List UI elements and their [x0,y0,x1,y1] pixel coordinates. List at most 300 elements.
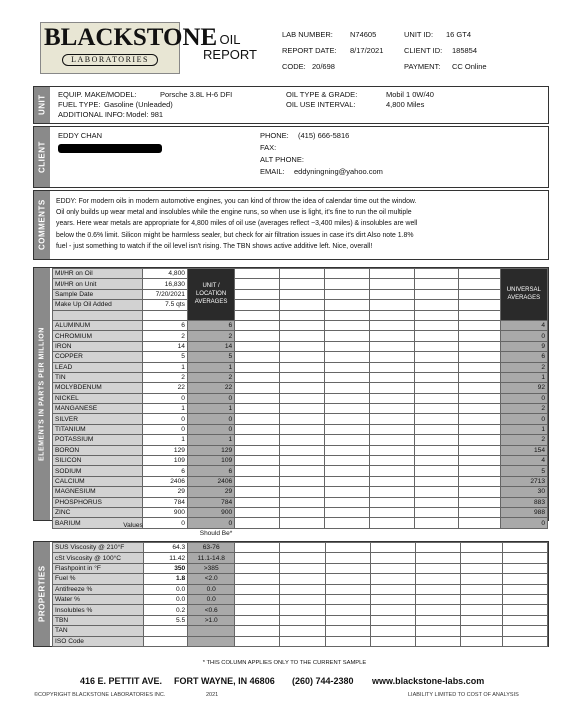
element-value: 0 [142,393,187,403]
empty-cell [324,445,369,455]
unit-id: 16 GT4 [446,30,472,39]
property-name: SUS Viscosity @ 210°F [53,543,144,553]
element-value: 784 [142,497,187,507]
element-name: BORON [53,445,143,455]
empty-cell [325,553,370,563]
info-row [53,300,548,310]
element-value: 1 [142,404,187,414]
element-universal-average: 2 [500,362,547,372]
element-name: SODIUM [53,466,143,476]
empty-cell [280,279,325,289]
lab-number: N74605 [350,30,377,39]
element-value: 2406 [142,476,187,486]
empty-cell [235,553,280,563]
empty-cell [502,563,547,573]
empty-cell [369,497,414,507]
element-row [53,383,548,393]
empty-cell [414,269,459,279]
should-be-header: Should Be* [199,530,233,537]
empty-cell [370,594,415,604]
empty-cell [235,310,280,320]
empty-cell [324,383,369,393]
empty-cell [459,289,500,299]
info-value: 7.5 qts [142,300,187,310]
element-unit-average: 6 [187,320,234,330]
empty-cell [369,466,414,476]
comments-text [56,196,417,252]
empty-cell [235,404,280,414]
empty-cell [416,543,461,553]
empty-cell [414,310,459,320]
empty-cell [459,300,500,310]
property-value [143,636,187,646]
empty-cell [414,518,459,528]
info-label: Make Up Oil Added [53,300,143,310]
element-value: 0 [142,424,187,434]
report-title-line-1: OIL [219,32,241,47]
empty-cell [280,372,325,382]
empty-cell [414,507,459,517]
element-row [53,352,548,362]
unit-section [33,86,549,124]
empty-cell [416,605,461,615]
empty-cell [324,456,369,466]
empty-cell [461,626,502,636]
empty-cell [414,466,459,476]
empty-cell [235,414,280,424]
empty-cell [461,553,502,563]
empty-cell [414,279,459,289]
element-universal-average: 2713 [500,476,547,486]
empty-cell [280,393,325,403]
code: 20/698 [312,62,335,71]
element-universal-average: 5 [500,466,547,476]
property-value: 0.0 [143,594,187,604]
empty-cell [235,435,280,445]
empty-cell [280,466,325,476]
fuel-value: Gasoline (Unleaded) [104,100,173,109]
element-unit-average: 22 [187,383,234,393]
unit-side-label: UNIT [34,87,50,123]
property-should-be: >1.0 [188,615,235,625]
empty-cell [235,300,280,310]
fuel-label: FUEL TYPE: [58,100,101,109]
element-universal-average: 1 [500,372,547,382]
empty-cell [461,636,502,646]
property-should-be: 0.0 [188,594,235,604]
empty-cell [235,456,280,466]
comment-line: fuel - just something to watch if the oil level isn't rising. The TBN shows active additive left. Nice, overall! [56,242,373,250]
empty-cell [461,574,502,584]
element-value: 29 [142,487,187,497]
empty-cell [235,289,280,299]
empty-cell [414,445,459,455]
empty-cell [370,615,415,625]
empty-cell [459,497,500,507]
empty-cell [325,605,370,615]
empty-cell [280,518,325,528]
empty-cell [414,331,459,341]
property-row [53,636,548,646]
element-name: LEAD [53,362,143,372]
element-name: ALUMINUM [53,320,143,330]
property-value: 11.42 [143,553,187,563]
empty-cell [280,362,325,372]
empty-cell [280,636,325,646]
empty-cell [280,487,325,497]
property-row [53,594,548,604]
empty-cell [324,518,369,528]
element-universal-average: 4 [500,320,547,330]
empty-cell [369,487,414,497]
element-row [53,341,548,351]
element-unit-average: 29 [187,487,234,497]
property-should-be: >385 [188,563,235,573]
empty-cell [235,574,280,584]
element-row [53,445,548,455]
element-unit-average: 0 [187,393,234,403]
property-value: 0.0 [143,584,187,594]
phone-value: (415) 666-5816 [298,131,350,140]
empty-cell [235,626,280,636]
empty-cell [235,320,280,330]
empty-cell [235,362,280,372]
property-should-be [188,636,235,646]
property-value: 64.3 [143,543,187,553]
element-value: 900 [142,507,187,517]
empty-cell [324,310,369,320]
empty-cell [235,269,280,279]
info-label: MI/HR on Oil [53,269,143,279]
alt-phone-label: ALT PHONE: [260,155,304,164]
element-unit-average: 14 [187,341,234,351]
empty-cell [235,584,280,594]
element-value: 0 [142,518,187,528]
empty-cell [235,341,280,351]
empty-cell [459,352,500,362]
info-label: Sample Date [53,289,143,299]
element-name: BARIUM [53,518,143,528]
empty-cell [324,487,369,497]
empty-cell [324,362,369,372]
empty-cell [416,615,461,625]
empty-cell [369,289,414,299]
empty-cell [369,341,414,351]
empty-cell [369,476,414,486]
element-name: MANGANESE [53,404,143,414]
empty-cell [369,320,414,330]
element-row [53,320,548,330]
empty-cell [416,584,461,594]
values-header [103,521,163,530]
empty-cell [459,507,500,517]
client-name: EDDY CHAN [58,131,103,140]
empty-cell [461,563,502,573]
comment-line: years. Here wear metals are appropriate for 4,800 miles of oil use (averages reflect ~3,400 miles) & insolubles are well [56,220,418,228]
element-name: SILICON [53,456,143,466]
addl-info-value: Model: 981 [126,110,164,119]
element-row [53,414,548,424]
empty-cell [280,553,325,563]
empty-cell [324,269,369,279]
values-header-1: Values [123,522,143,529]
empty-cell [280,456,325,466]
empty-cell [235,518,280,528]
property-row [53,543,548,553]
empty-cell [369,372,414,382]
empty-cell [414,341,459,351]
property-value: 0.2 [143,605,187,615]
empty-cell [459,456,500,466]
empty-cell [235,445,280,455]
empty-cell [324,372,369,382]
email-value: eddyningning@yahoo.com [294,167,383,176]
info-row [53,269,548,279]
empty-cell [324,466,369,476]
property-value: 1.8 [143,574,187,584]
empty-cell [280,605,325,615]
element-value: 6 [142,466,187,476]
empty-cell [459,435,500,445]
element-universal-average: 0 [500,518,547,528]
footer-city: FORT WAYNE, IN 46806 [174,676,275,686]
element-value: 2 [142,331,187,341]
equip-value: Porsche 3.8L H-6 DFI [160,90,233,99]
empty-cell [414,320,459,330]
element-row [53,456,548,466]
empty-cell [324,435,369,445]
empty-cell [280,331,325,341]
empty-cell [324,497,369,507]
property-name: Insolubles % [53,605,144,615]
empty-cell [459,414,500,424]
empty-cell [370,553,415,563]
email-label: EMAIL: [260,167,285,176]
empty-cell [235,563,280,573]
element-unit-average: 900 [187,507,234,517]
empty-cell [502,626,547,636]
empty-cell [459,424,500,434]
empty-cell [324,341,369,351]
empty-cell [370,636,415,646]
oil-interval-value: 4,800 Miles [386,100,425,109]
elements-side-label: ELEMENTS IN PARTS PER MILLION [34,268,50,520]
element-row [53,362,548,372]
empty-cell [461,584,502,594]
comment-line: EDDY: For modern oils in modern automotive engines, you can kind of throw the idea of calendar time out the window. [56,198,417,205]
empty-cell [414,456,459,466]
property-name: TAN [53,626,144,636]
empty-cell [370,543,415,553]
empty-cell [280,507,325,517]
empty-cell [459,487,500,497]
empty-cell [280,404,325,414]
element-name: SILVER [53,414,143,424]
comment-line: Oil only builds up wear metal and insolubles while the engine runs, so when use is light, it's fine to run the oil multiple [56,209,412,217]
empty-cell [369,269,414,279]
unit-averages-header: UNIT / LOCATION AVERAGES [187,269,234,321]
empty-cell [324,352,369,362]
elements-table [52,268,548,529]
property-row [53,584,548,594]
empty-cell [235,605,280,615]
empty-cell [325,594,370,604]
property-row [53,563,548,573]
element-unit-average: 0 [187,414,234,424]
property-should-be: <2.0 [188,574,235,584]
empty-cell [414,476,459,486]
properties-table [52,542,548,647]
empty-cell [459,466,500,476]
element-row [53,476,548,486]
element-unit-average: 2 [187,331,234,341]
element-universal-average: 4 [500,456,547,466]
element-row [53,487,548,497]
empty-cell [414,300,459,310]
element-value: 14 [142,341,187,351]
empty-cell [369,393,414,403]
element-unit-average: 2 [187,372,234,382]
empty-cell [414,404,459,414]
empty-cell [414,414,459,424]
empty-cell [280,615,325,625]
property-name: Antifreeze % [53,584,144,594]
element-name: CHROMIUM [53,331,143,341]
footer-website[interactable]: www.blackstone-labs.com [372,676,485,686]
element-value: 0 [142,414,187,424]
element-value: 109 [142,456,187,466]
empty-cell [369,518,414,528]
empty-cell [369,414,414,424]
empty-cell [502,594,547,604]
empty-cell [461,543,502,553]
report-title-line-2: REPORT [203,47,257,62]
info-row [53,279,548,289]
empty-cell [369,435,414,445]
element-row [53,507,548,517]
spacer-cell [53,310,143,320]
element-name: POTASSIUM [53,435,143,445]
payment: CC Online [452,62,487,71]
code-label: CODE: [282,62,306,71]
property-row [53,626,548,636]
element-name: MAGNESIUM [53,487,143,497]
property-should-be: 11.1-14.8 [188,553,235,563]
element-unit-average: 0 [187,424,234,434]
empty-cell [502,605,547,615]
empty-cell [459,331,500,341]
property-name: cSt Viscosity @ 100°C [53,553,144,563]
element-universal-average: 2 [500,435,547,445]
empty-cell [235,331,280,341]
client-section [33,126,549,188]
empty-cell [369,507,414,517]
element-value: 1 [142,362,187,372]
empty-cell [459,320,500,330]
empty-cell [370,584,415,594]
element-name: ZINC [53,507,143,517]
empty-cell [235,497,280,507]
empty-cell [280,341,325,351]
empty-cell [370,563,415,573]
footer-liability: LIABILITY LIMITED TO COST OF ANALYSIS [408,692,519,698]
empty-cell [369,362,414,372]
empty-cell [280,320,325,330]
element-universal-average: 30 [500,487,547,497]
empty-cell [414,352,459,362]
element-unit-average: 109 [187,456,234,466]
property-row [53,574,548,584]
report-title [200,32,260,62]
empty-cell [414,487,459,497]
element-unit-average: 5 [187,352,234,362]
empty-cell [235,594,280,604]
info-value: 4,800 [142,269,187,279]
comment-line: below the 0.6% limit. Silicon might be harmless sealer, but check for air filtration issues in case it's dirt Also note 1.8% [56,231,414,239]
properties-side-label: PROPERTIES [34,542,50,646]
element-name: COPPER [53,352,143,362]
empty-cell [416,553,461,563]
footer-year: 2021 [206,692,219,698]
empty-cell [461,594,502,604]
logo-wordmark: BLACKSTONE [44,24,218,51]
empty-cell [414,289,459,299]
empty-cell [280,310,325,320]
empty-cell [369,424,414,434]
info-label: MI/HR on Unit [53,279,143,289]
empty-cell [416,563,461,573]
element-value: 5 [142,352,187,362]
client-id: 185854 [452,46,478,55]
property-name: Fuel % [53,574,144,584]
empty-cell [235,615,280,625]
empty-cell [280,476,325,486]
empty-cell [235,507,280,517]
report-date: 8/17/2021 [350,46,384,55]
element-universal-average: 9 [500,341,547,351]
phone-label: PHONE: [260,131,289,140]
element-name: MOLYBDENUM [53,383,143,393]
footer-copyright: ©COPYRIGHT BLACKSTONE LABORATORIES INC. [34,692,166,698]
empty-cell [502,543,547,553]
empty-cell [459,383,500,393]
report-date-label: REPORT DATE: [282,46,337,55]
element-row [53,372,548,382]
element-unit-average: 2406 [187,476,234,486]
empty-cell [280,289,325,299]
empty-cell [235,636,280,646]
element-unit-average: 0 [187,518,234,528]
empty-cell [280,352,325,362]
empty-cell [235,279,280,289]
empty-cell [459,279,500,289]
element-universal-average: 883 [500,497,547,507]
empty-cell [416,574,461,584]
element-universal-average: 154 [500,445,547,455]
empty-cell [461,615,502,625]
empty-cell [235,372,280,382]
spacer-row [53,310,548,320]
empty-cell [280,414,325,424]
empty-cell [459,310,500,320]
empty-cell [369,352,414,362]
empty-cell [414,383,459,393]
element-universal-average: 1 [500,424,547,434]
property-name: ISO Code [53,636,144,646]
empty-cell [459,393,500,403]
property-row [53,605,548,615]
footer-phone: (260) 744-2380 [292,676,354,686]
